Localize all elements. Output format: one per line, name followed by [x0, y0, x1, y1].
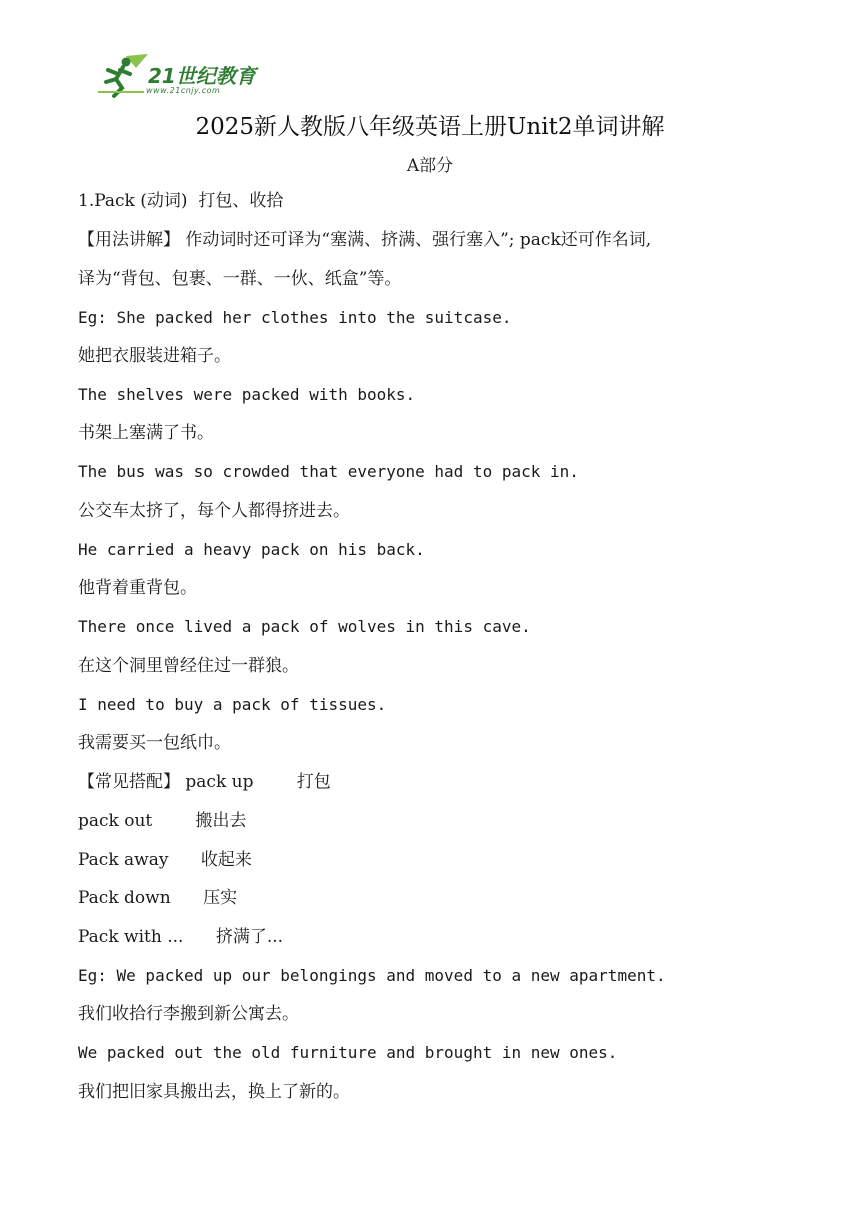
text-line: 1.Pack (动词) 打包、收拾	[78, 191, 284, 211]
text-line: The bus was so crowded that everyone had to pack in.	[78, 462, 579, 481]
page-subtitle: A部分	[406, 156, 454, 176]
text-line: There once lived a pack of wolves in this cave.	[78, 617, 531, 636]
logo-url-text: www.21cnjy.com	[146, 86, 221, 95]
text-line: 我们收拾行李搬到新公寓去。	[78, 1004, 299, 1024]
text-line: Pack with ... 挤满了...	[78, 927, 284, 947]
text-line: We packed out the old furniture and brought in new ones.	[78, 1043, 618, 1062]
text-line: pack out 搬出去	[78, 811, 247, 831]
text-line: Pack away 收起来	[78, 850, 252, 870]
text-line: Eg: We packed up our belongings and moved to a new apartment.	[78, 966, 666, 985]
text-line: 译为“背包、包裹、一群、一伙、纸盒”等。	[78, 269, 402, 289]
text-line: Eg: She packed her clothes into the suitcase.	[78, 308, 512, 327]
logo-brand-text: 21世纪教育	[148, 64, 256, 88]
text-line: 【常见搭配】 pack up 打包	[78, 772, 331, 792]
text-line: 在这个洞里曾经住过一群狼。	[78, 656, 299, 676]
text-line: 我需要买一包纸巾。	[78, 733, 231, 753]
text-line: The shelves were packed with books.	[78, 385, 416, 404]
text-line: 书架上塞满了书。	[78, 423, 214, 443]
text-line: 公交车太挤了，每个人都得挤进去。	[78, 501, 350, 521]
text-line: I need to buy a pack of tissues.	[78, 695, 387, 714]
text-line: He carried a heavy pack on his back.	[78, 540, 425, 559]
text-line: 她把衣服装进箱子。	[78, 346, 231, 366]
text-line: 他背着重背包。	[78, 578, 197, 598]
text-line: 【用法讲解】 作动词时还可译为“塞满、挤满、强行塞入”; pack还可作名词,	[78, 230, 652, 250]
text-line: 我们把旧家具搬出去，换上了新的。	[78, 1082, 350, 1102]
page-title: 2025新人教版八年级英语上册Unit2单词讲解	[195, 114, 665, 140]
text-line: Pack down 压实	[78, 888, 238, 908]
